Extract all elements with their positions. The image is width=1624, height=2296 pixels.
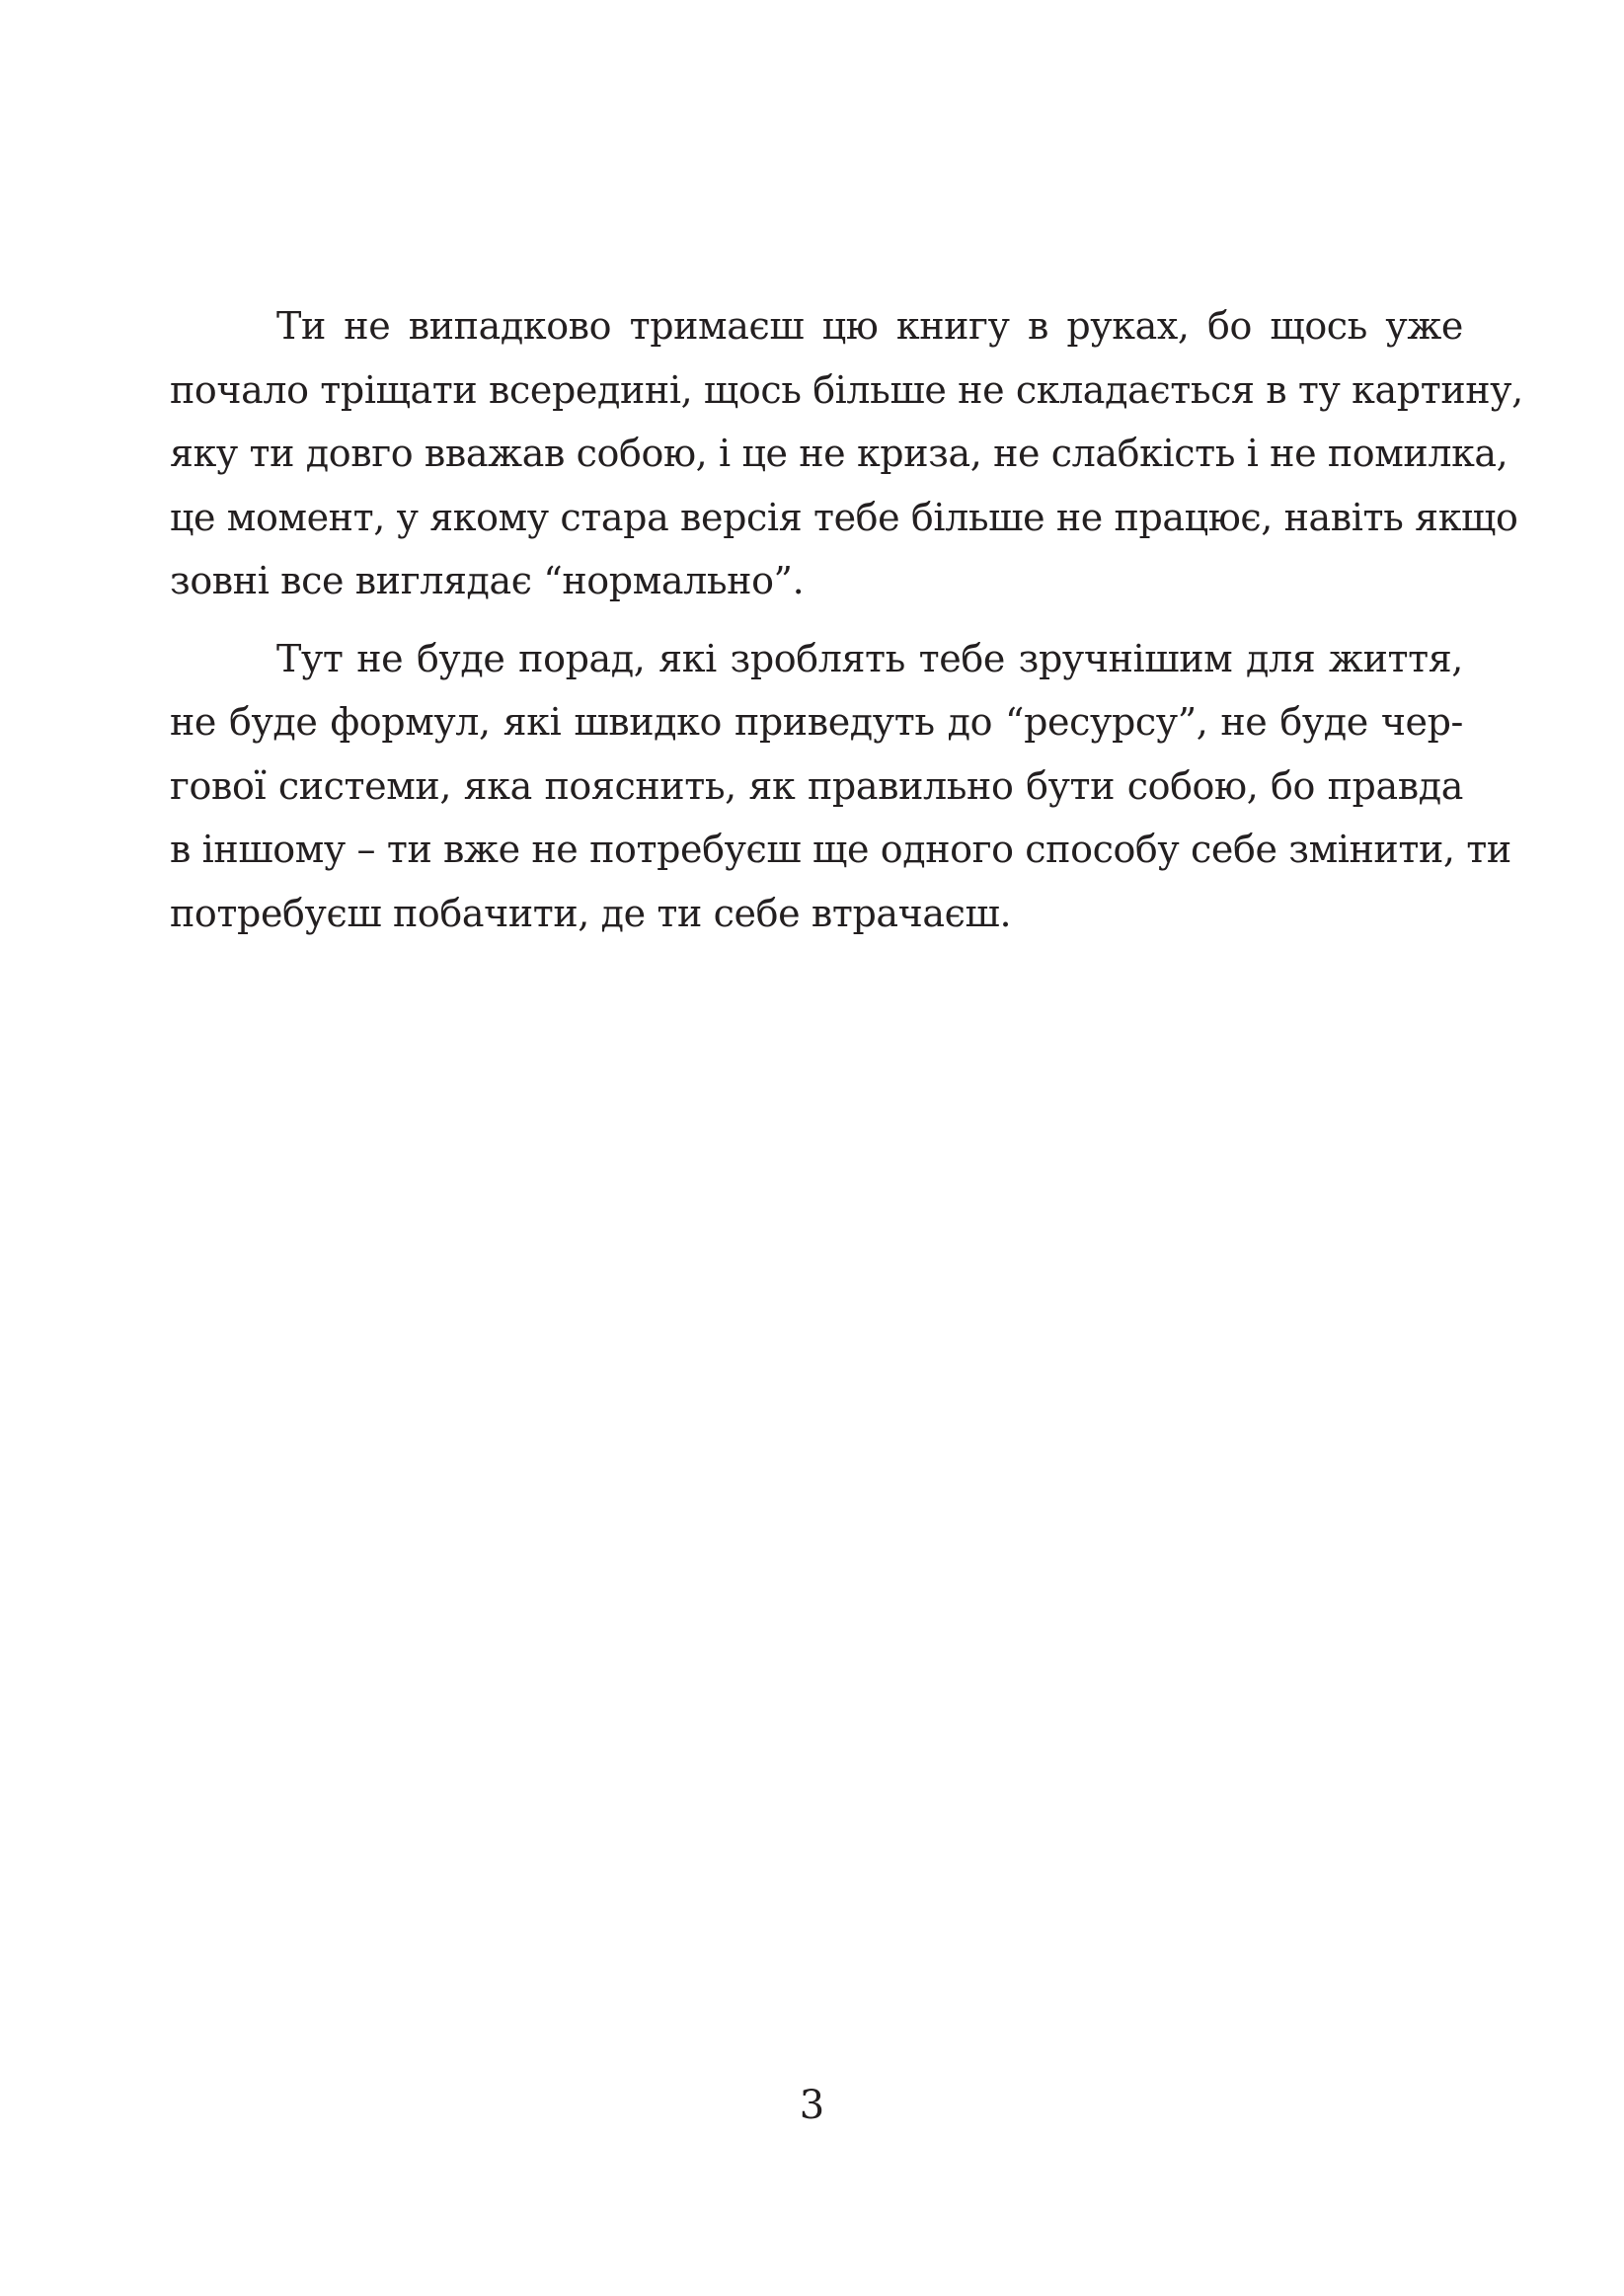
text-line: яку ти довго вважав собою, і це не криза, не слабкість і не помилка, xyxy=(170,432,1508,475)
text-line: Тут не буде порад, які зроблять тебе зручнішим для життя, xyxy=(276,636,1463,680)
text-line: почало тріщати всередині, щось більше не складається в ту картину, xyxy=(170,367,1523,412)
page-number: 3 xyxy=(799,2083,825,2128)
text-line: гової системи, яка пояснить, як правильно бути собою, бо правда xyxy=(170,763,1463,808)
paragraph-2 xyxy=(170,627,1511,946)
text-line: Ти не випадково тримаєш цю книгу в руках, бо щось уже xyxy=(276,304,1463,348)
body-text xyxy=(170,294,1523,959)
text-line: потребуєш побачити, де ти себе втрачаєш. xyxy=(170,891,1012,935)
text-line: не буде формул, які швидко приведуть до “ресурсу”, не буде чер- xyxy=(170,700,1463,744)
text-line: це момент, у якому стара версія тебе більше не працює, навіть якщо xyxy=(170,495,1518,539)
text-line: зовні все виглядає “нормально”. xyxy=(170,559,805,602)
text-line: в іншому – ти вже не потребуєш ще одного способу себе змінити, ти xyxy=(170,828,1511,871)
paragraph-1 xyxy=(170,294,1523,613)
